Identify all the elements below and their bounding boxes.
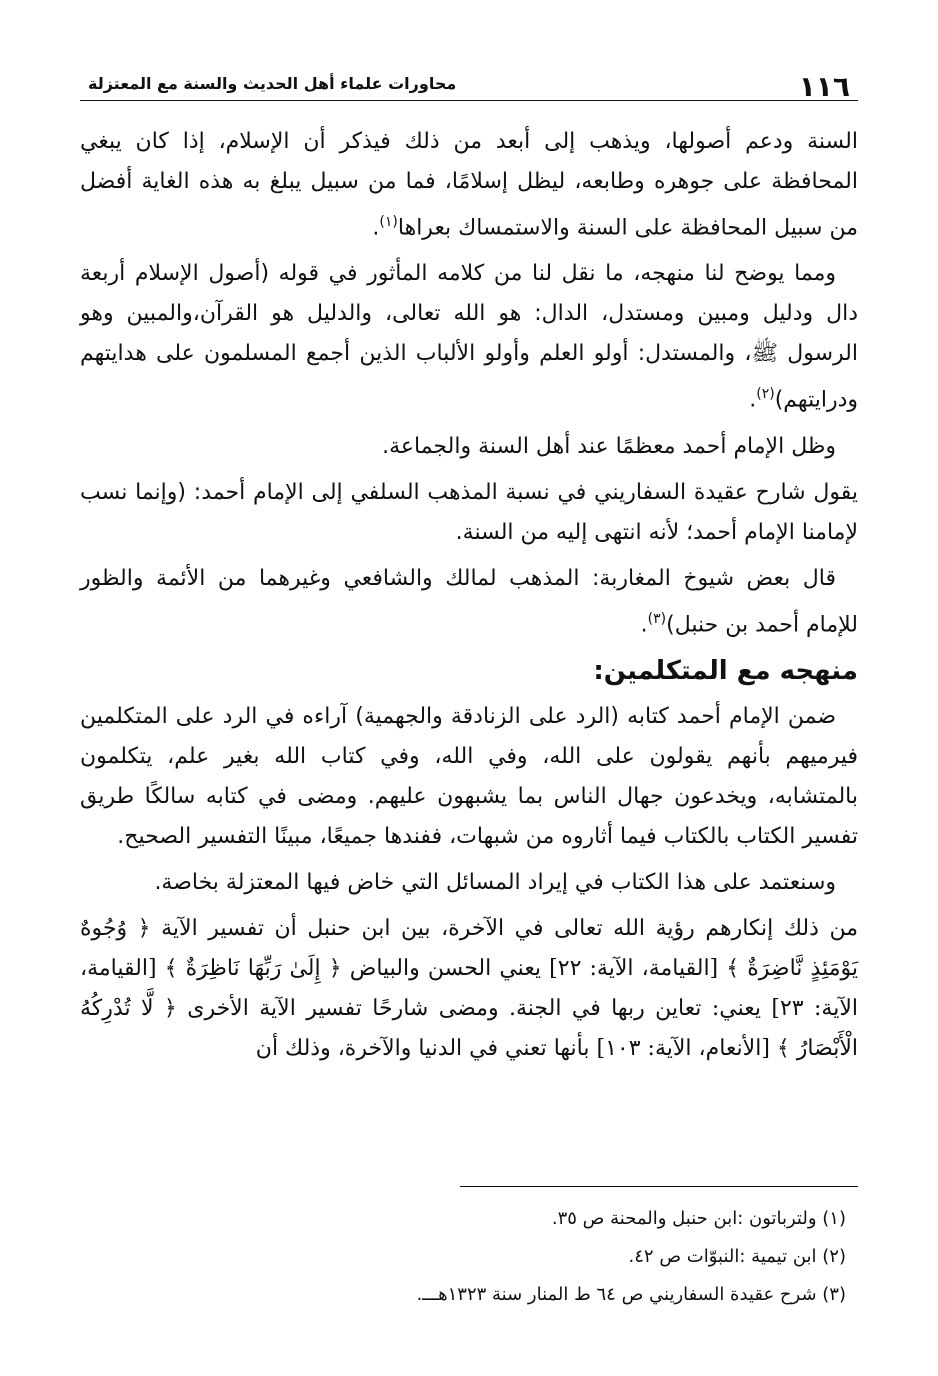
paragraph-4: يقول شارح عقيدة السفاريني في نسبة المذهب السلفي إلى الإمام أحمد: (وإنما نسب لإمامنا الإمام أحمد؛ لأنه انتهى إليه من السنة. — [80, 479, 858, 545]
footnotes — [80, 1200, 846, 1314]
paragraph-7: وسنعتمد على هذا الكتاب في إيراد المسائل التي خاض فيها المعتزلة بخاصة. — [154, 869, 836, 895]
paragraph-5: قال بعض شيوخ المغاربة: المذهب لمالك والشافعي وغيرهما من الأئمة والظور للإمام أحمد بن حنبل)$^{(٣)}$. — [80, 565, 858, 637]
footnote-ref-1: (١) — [379, 214, 398, 230]
paragraph-8: من ذلك إنكارهم رؤية الله تعالى في الآخرة، بين ابن حنبل أن تفسير الآية ﴿ وُجُوهٌ يَوْمَئِذٍ نَّاضِرَةٌ ﴾ [القيامة، الآية: ٢٢] يعني الحسن والبياض ﴿ إِلَىٰ رَبِّهَا نَاظِرَةٌ ﴾ [القيامة، الآية: ٢٣] يعني: تعاين ربها في الجنة. ومضى شارحًا تفسير الآية الأخرى ﴿ لَّا تُدْرِكُهُ الْأَبْصَارُ ﴾ [الأنعام، الآية: ١٠٣] بأنها تعني في الدنيا والآخرة، وذلك أن — [80, 915, 858, 1061]
running-title: محاورات علماء أهل الحديث والسنة مع المعتزلة — [88, 74, 457, 93]
footnote-ref-2: (٢) — [756, 386, 775, 403]
section-heading: منهجه مع المتكلمين: — [593, 655, 858, 686]
footnote-2: (٢) ابن تيمية :النبوّات ص ٤٢. — [628, 1246, 846, 1267]
footnote-divider — [460, 1186, 858, 1187]
page-number: ١١٦ — [798, 70, 850, 103]
footnote-3: (٣) شرح عقيدة السفاريني ص ٦٤ ط المنار سنة ١٣٢٣هـــ. — [416, 1284, 846, 1305]
paragraph-3: وظل الإمام أحمد معظمًا عند أهل السنة والجماعة. — [382, 433, 836, 459]
footnote-1: (١) ولترباتون :ابن حنبل والمحنة ص ٣٥. — [551, 1208, 846, 1229]
footnote-ref-3: (٣) — [647, 610, 667, 627]
body-text — [80, 122, 858, 1075]
paragraph-1: السنة ودعم أصولها، ويذهب إلى أبعد من ذلك فيذكر أن الإسلام، إذا كان يبغي المحافظة على جوهره وطابعه، ليظل إسلامًا، فما من سبيل يبلغ به هذه الغاية أفضل من سبيل المحافظة على السنة والاستمساك بعراها$^{(١)}$. — [80, 129, 858, 241]
paragraph-2: ومما يوضح لنا منهجه، ما نقل لنا من كلامه المأثور في قوله (أصول الإسلام أربعة دال ودليل ومبين ومستدل، الدال: هو الله تعالى، والدليل هو القرآن،والمبين وهو الرسول ﷺ، والمستدل: أولو العلم وأولو الألباب الذين أجمع المسلمون على هدايتهم ودرايتهم)$^{(٢)}$. — [80, 261, 858, 413]
paragraph-6: ضمن الإمام أحمد كتابه (الرد على الزنادقة والجهمية) آراءه في الرد على المتكلمين فيرميهم بأنهم يقولون على الله، وفي الله، وفي كتاب الله بغير علم، يتكلمون بالمتشابه، ويخدعون جهال الناس بما يشبهون عليهم. ومضى في كتابه سالكًا طريق تفسير الكتاب بالكتاب فيما أثاروه من شبهات، ففندها جميعًا، مبينًا التفسير الصحيح. — [80, 703, 858, 849]
page-header — [80, 66, 858, 101]
